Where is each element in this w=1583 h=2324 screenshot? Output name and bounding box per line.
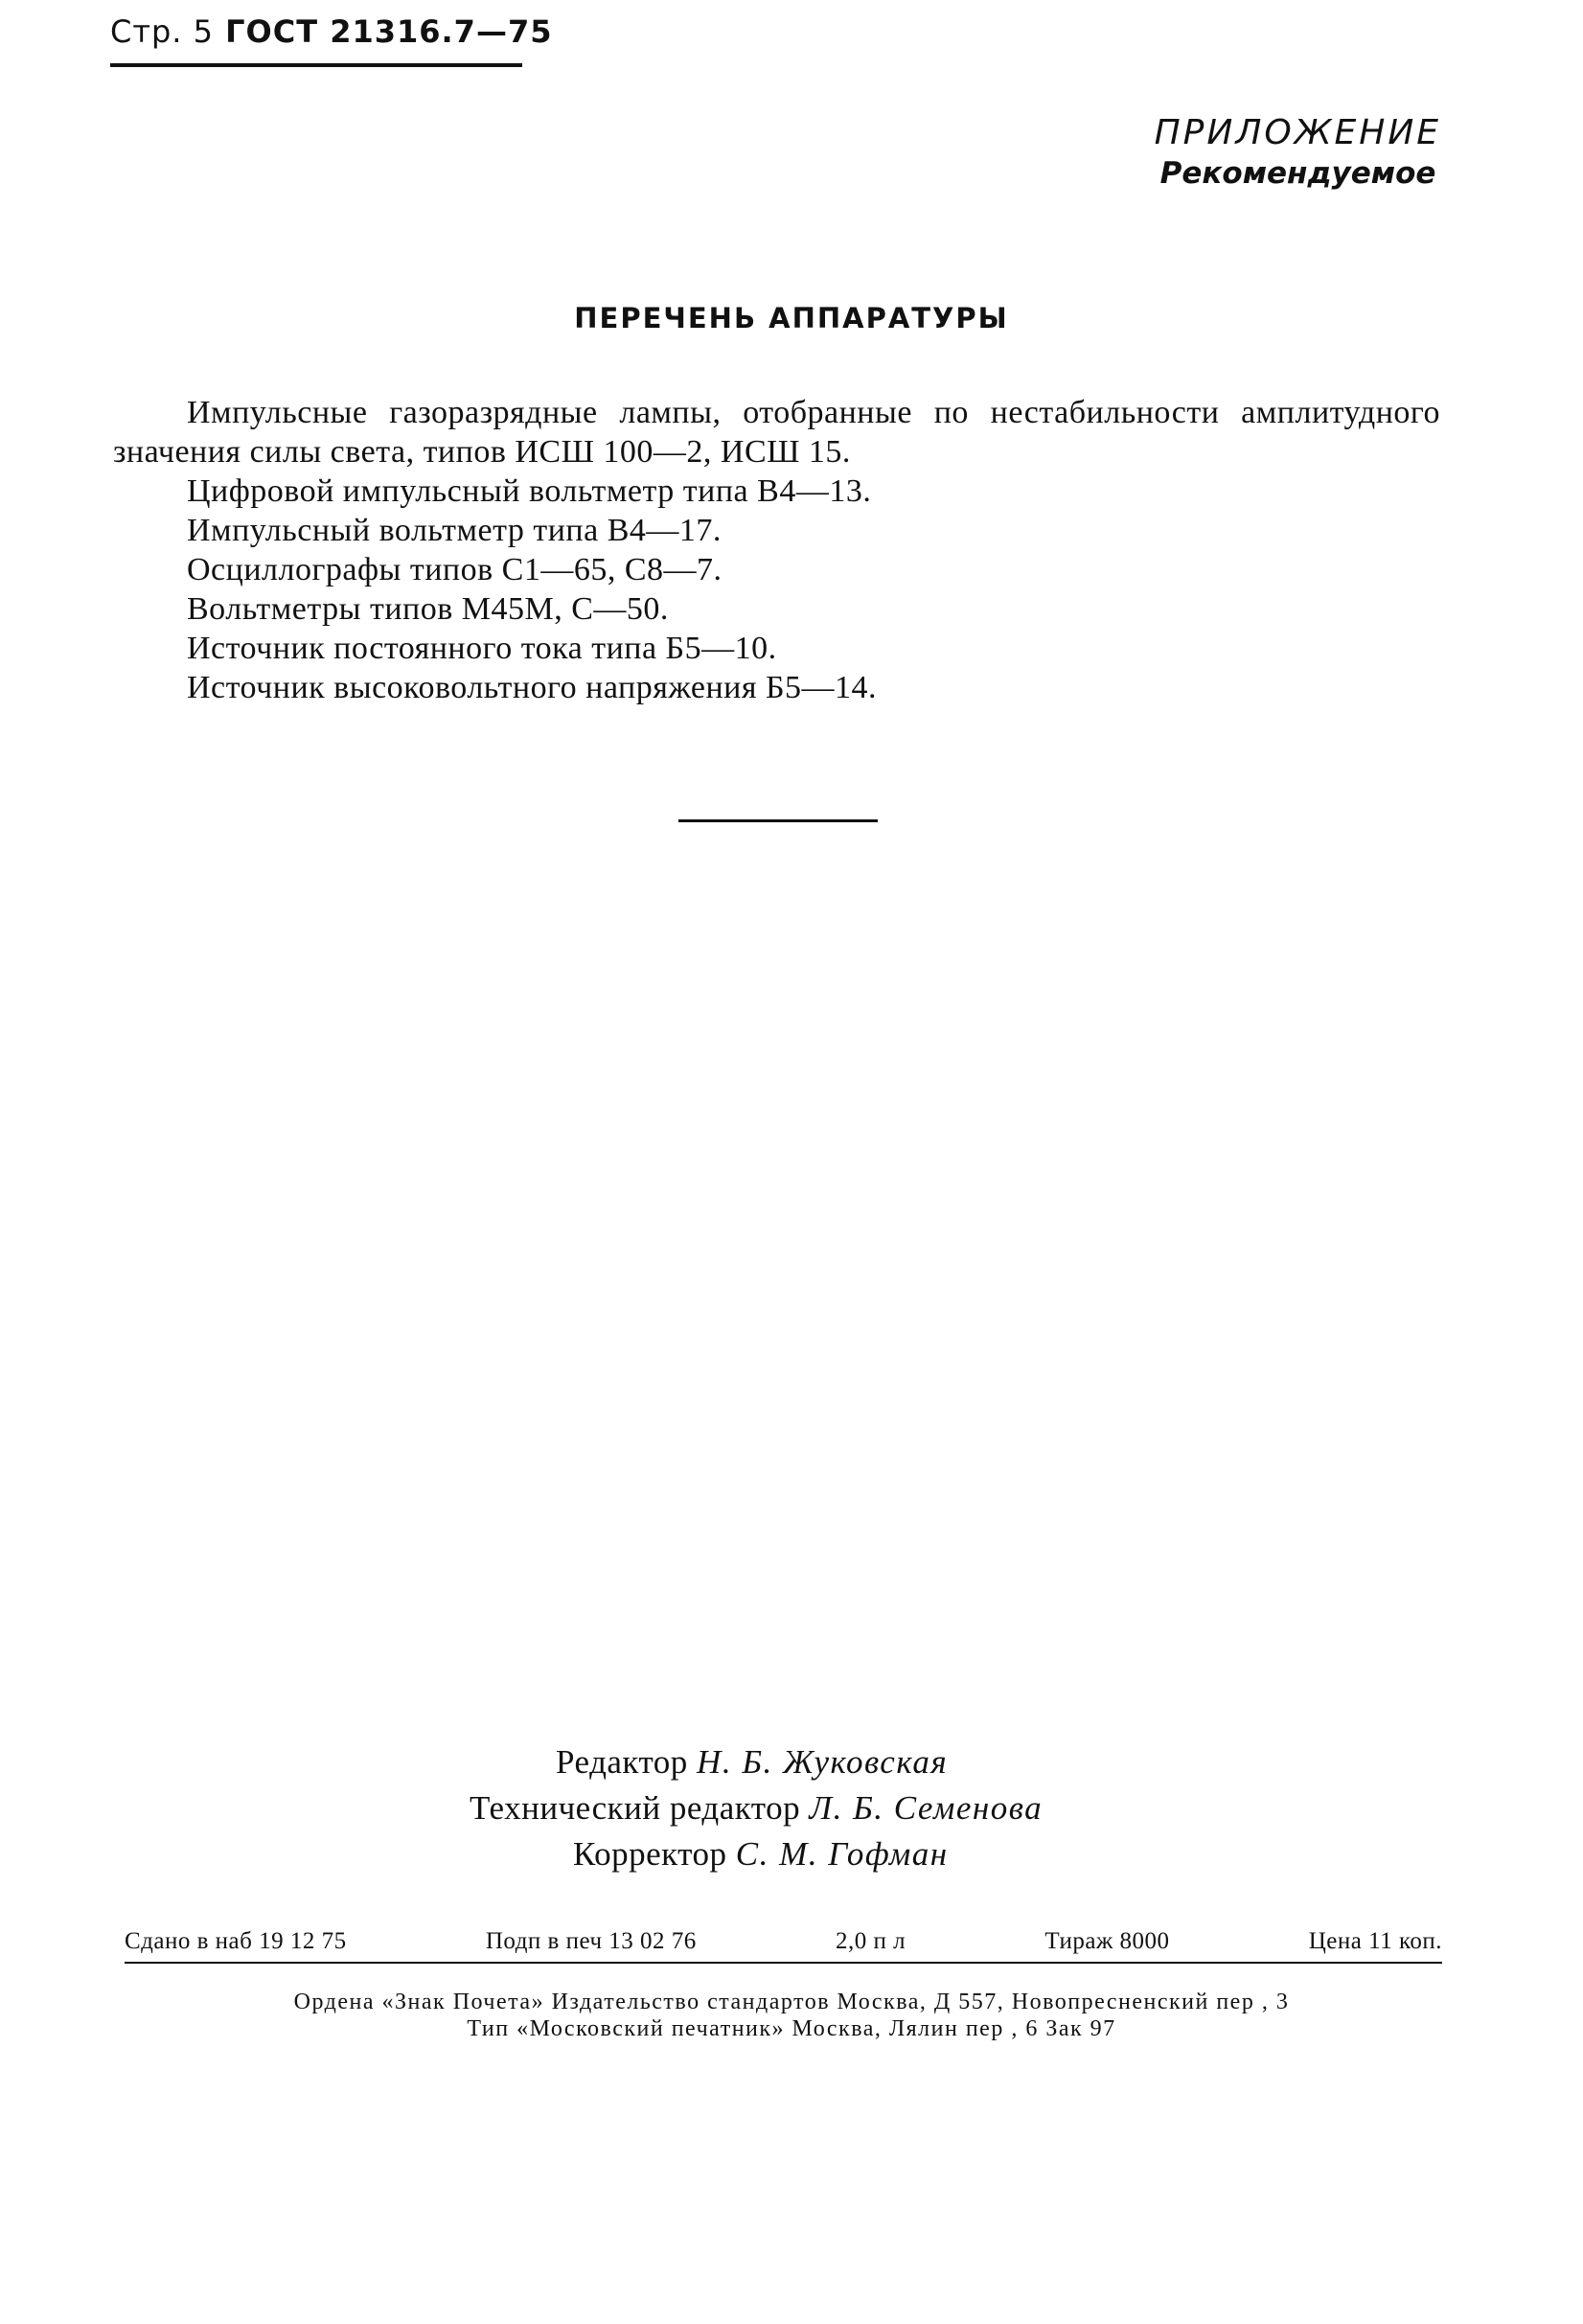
list-item: Источник высоковольтного напряжения Б5—14.: [187, 670, 878, 705]
list-item: Импульсный вольтметр типа В4—17.: [187, 513, 722, 548]
imprint-price: Цена 11 коп.: [1308, 1928, 1442, 1954]
appendix-label: [1155, 113, 1441, 191]
corrector-line: [573, 1831, 1583, 1877]
editor-name: Н. Б. Жуковская: [697, 1743, 949, 1781]
imprint-rule: [125, 1962, 1442, 1964]
list-item: Цифровой импульсный вольтметр типа В4—13.: [187, 473, 872, 509]
editor-role: Редактор: [556, 1743, 688, 1781]
appendix-subtitle: Рекомендуемое: [1159, 156, 1436, 191]
editor-line: [556, 1739, 1583, 1785]
standard-code: ГОСТ 21316.7—75: [225, 13, 553, 50]
header-rule: [110, 63, 522, 67]
tech-editor-role: Технический редактор: [470, 1789, 801, 1827]
publisher-line-1: Ордена «Знак Почета» Издательство стандартов Москва, Д 557, Новопресненский пер , 3: [293, 1990, 1290, 2014]
corrector-role: Корректор: [573, 1835, 727, 1873]
page-header: [110, 13, 552, 50]
section-title: ПЕРЕЧЕНЬ АППАРАТУРЫ: [574, 302, 1009, 334]
corrector-name: С. М. Гофман: [735, 1835, 949, 1873]
imprint-line: [125, 1928, 1442, 1955]
imprint-submitted: Сдано в наб 19 12 75: [125, 1928, 347, 1954]
list-item: Импульсные газоразрядные лампы, отобранные по нестабильности амплитудного значения силы света, типов ИСШ 100—2, ИСШ 15.: [113, 395, 1440, 470]
list-item: Вольтметры типов М45М, С—50.: [187, 591, 669, 627]
tech-editor-name: Л. Б. Семенова: [809, 1789, 1044, 1827]
list-item: Источник постоянного тока типа Б5—10.: [187, 631, 777, 666]
publisher-line-2: Тип «Московский печатник» Москва, Лялин пер , 6 Зак 97: [467, 2016, 1116, 2041]
appendix-title: ПРИЛОЖЕНИЕ: [1154, 113, 1441, 152]
list-item: Осциллографы типов С1—65, С8—7.: [187, 552, 723, 587]
equipment-list: [113, 393, 1440, 707]
tech-editor-line: [470, 1785, 1583, 1831]
imprint-sheets: 2,0 п л: [836, 1928, 906, 1954]
imprint-signed: Подп в печ 13 02 76: [485, 1928, 697, 1954]
credits-block: [0, 1739, 1583, 1877]
page-number: Стр. 5: [110, 13, 214, 50]
section-divider: [678, 819, 878, 822]
imprint-circulation: Тираж 8000: [1044, 1928, 1170, 1954]
publisher-block: [0, 1989, 1583, 2042]
